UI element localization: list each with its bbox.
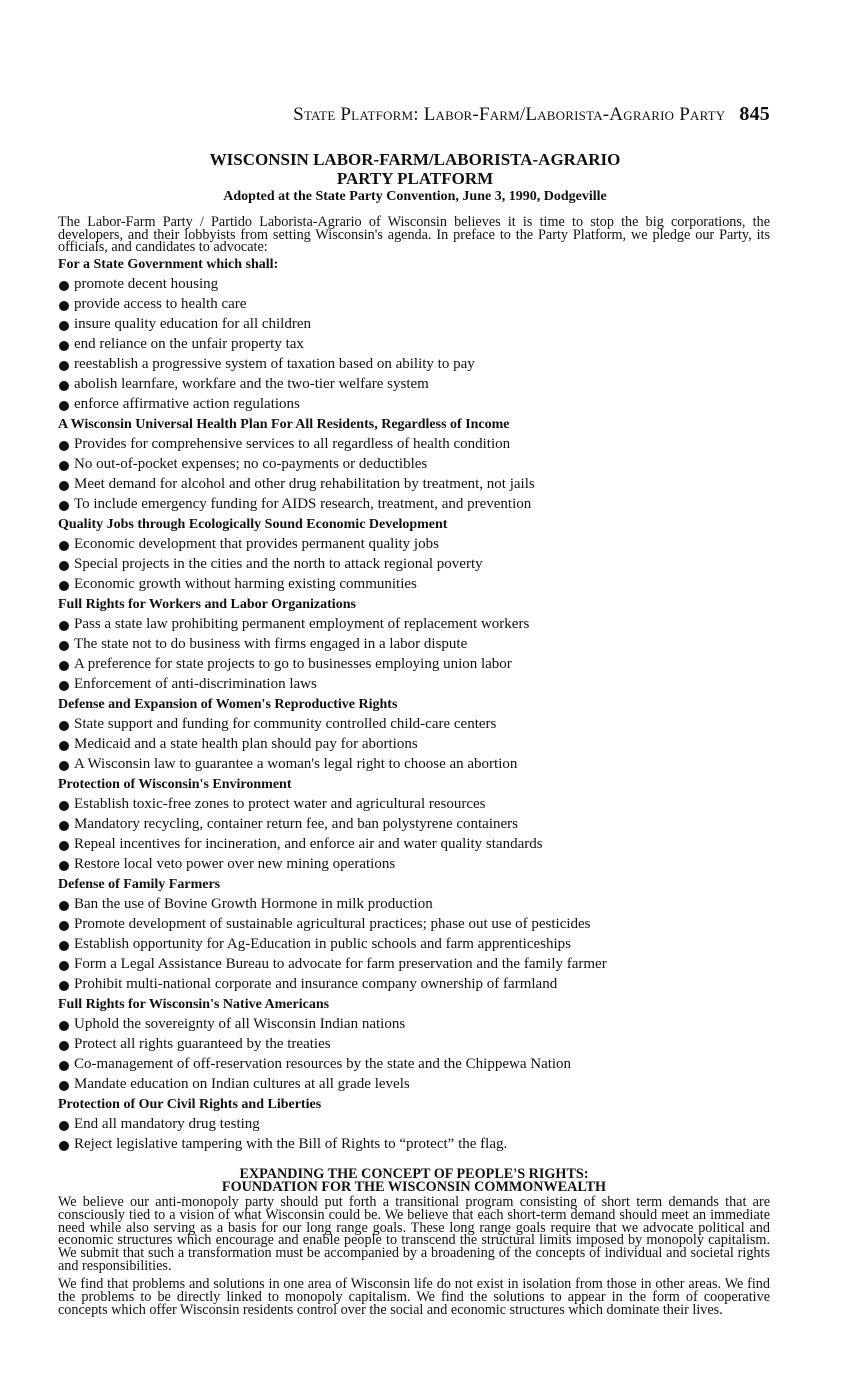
bullet-list [58, 274, 770, 414]
bullet-item: Mandate education on Indian cultures at all grade levels [58, 1074, 770, 1094]
bullet-item: Establish toxic-free zones to protect water and agricultural resources [58, 794, 770, 814]
bullet-list [58, 794, 770, 874]
bullet-list [58, 534, 770, 594]
bullet-item: provide access to health care [58, 294, 770, 314]
bullet-item: To include emergency funding for AIDS research, treatment, and prevention [58, 494, 770, 514]
section-heading: Defense of Family Farmers [58, 877, 221, 893]
doc-title-line-2: PARTY PLATFORM [336, 169, 494, 188]
bullet-item: Medicaid and a state health plan should pay for abortions [58, 734, 770, 754]
bullet-item: Restore local veto power over new mining operations [58, 854, 770, 874]
bullet-item: abolish learnfare, workfare and the two-tier welfare system [58, 374, 770, 394]
bullet-item: Reject legislative tampering with the Bill of Rights to “protect” the flag. [58, 1134, 770, 1154]
platform-content [58, 216, 770, 1316]
section-heading: Full Rights for Wisconsin's Native Americans [58, 997, 330, 1013]
bullet-item: enforce affirmative action regulations [58, 394, 770, 414]
section-heading: Protection of Wisconsin's Environment [58, 777, 292, 793]
bullet-item: Enforcement of anti-discrimination laws [58, 674, 770, 694]
doc-title-line-1: WISCONSIN LABOR-FARM/LABORISTA-AGRARIO [209, 150, 621, 169]
bullet-item: Promote development of sustainable agricultural practices; phase out use of pesticides [58, 914, 770, 934]
bullet-list [58, 434, 770, 514]
bullet-item: Mandatory recycling, container return fee, and ban polystyrene containers [58, 814, 770, 834]
bullet-item: Provides for comprehensive services to all regardless of health condition [58, 434, 770, 454]
doc-subtitle: Adopted at the State Party Convention, June 3, 1990, Dodgeville [223, 189, 607, 204]
bullet-item: Economic development that provides permanent quality jobs [58, 534, 770, 554]
bullet-item: Co-management of off-reservation resources by the state and the Chippewa Nation [58, 1054, 770, 1074]
closing-heading-line-2: FOUNDATION FOR THE WISCONSIN COMMONWEALTH [221, 1179, 607, 1196]
running-title: State Platform: Labor-Farm/Laborista-Agrario Party [293, 104, 726, 125]
section-heading: Defense and Expansion of Women's Reproductive Rights [58, 697, 398, 713]
bullet-item: Economic growth without harming existing communities [58, 574, 770, 594]
page-number: 845 [739, 103, 770, 125]
title-block [58, 150, 772, 205]
bullet-list [58, 1014, 770, 1094]
closing-paragraph-1: We believe our anti-monopoly party should put forth a transitional program consisting of short term demands that are consciously tied to a vision of what Wisconsin could be. We believe that each short-term demand should meet an immediate need while also serving as a basis for our long range goals. These long range goals require that we advocate political and economic structures which encourage and enable people to transcend the structural limits imposed by monopoly capitalism. We submit that such a transformation must be accompanied by a broadening of the concepts of individual and societal rights and responsibilities. [58, 1194, 770, 1274]
section-heading: Protection of Our Civil Rights and Liberties [58, 1097, 322, 1113]
running-header [0, 100, 770, 129]
bullet-item: Repeal incentives for incineration, and enforce air and water quality standards [58, 834, 770, 854]
bullet-item: Establish opportunity for Ag-Education in public schools and farm apprenticeships [58, 934, 770, 954]
bullet-item: The state not to do business with firms engaged in a labor dispute [58, 634, 770, 654]
bullet-item: A preference for state projects to go to businesses employing union labor [58, 654, 770, 674]
bullet-item: Protect all rights guaranteed by the treaties [58, 1034, 770, 1054]
bullet-item: end reliance on the unfair property tax [58, 334, 770, 354]
bullet-item: Special projects in the cities and the north to attack regional poverty [58, 554, 770, 574]
bullet-list [58, 614, 770, 694]
bullet-item: No out-of-pocket expenses; no co-payments or deductibles [58, 454, 770, 474]
bullet-list [58, 894, 770, 994]
bullet-item: Ban the use of Bovine Growth Hormone in milk production [58, 894, 770, 914]
section-heading: Full Rights for Workers and Labor Organizations [58, 597, 356, 613]
bullet-item: promote decent housing [58, 274, 770, 294]
bullet-item: Pass a state law prohibiting permanent employment of replacement workers [58, 614, 770, 634]
bullet-item: Form a Legal Assistance Bureau to advocate for farm preservation and the family farmer [58, 954, 770, 974]
intro-paragraph: The Labor-Farm Party / Partido Laborista-Agrario of Wisconsin believes it is time to stop the big corporations, the developers, and their lobbyists from setting Wisconsin's agenda. In preface to the Party Platform, we pledge our Party, its officials, and candidates to advocate: [58, 214, 770, 256]
closing-paragraph-2: We find that problems and solutions in one area of Wisconsin life do not exist in isolation from those in other areas. We find the problems to be directly linked to monopoly capitalism. We find the solutions to appear in the form of cooperative concepts which offer Wisconsin residents control over the social and economic structures which dominate their lives. [58, 1276, 770, 1318]
bullet-item: Meet demand for alcohol and other drug rehabilitation by treatment, not jails [58, 474, 770, 494]
section-heading: A Wisconsin Universal Health Plan For All Residents, Regardless of Income [58, 417, 510, 433]
bullet-item: A Wisconsin law to guarantee a woman's legal right to choose an abortion [58, 754, 770, 774]
bullet-list [58, 1114, 770, 1154]
section-heading: Quality Jobs through Ecologically Sound Economic Development [58, 517, 448, 533]
bullet-item: Prohibit multi-national corporate and insurance company ownership of farmland [58, 974, 770, 994]
bullet-item: State support and funding for community controlled child-care centers [58, 714, 770, 734]
bullet-list [58, 714, 770, 774]
platform-sections [58, 256, 770, 1154]
section-heading: For a State Government which shall: [58, 257, 279, 273]
bullet-item: Uphold the sovereignty of all Wisconsin Indian nations [58, 1014, 770, 1034]
bullet-item: insure quality education for all children [58, 314, 770, 334]
bullet-item: End all mandatory drug testing [58, 1114, 770, 1134]
closing-heading [58, 1168, 770, 1194]
closing-heading-line-1: EXPANDING THE CONCEPT OF PEOPLE'S RIGHTS: [239, 1166, 589, 1183]
bullet-item: reestablish a progressive system of taxation based on ability to pay [58, 354, 770, 374]
